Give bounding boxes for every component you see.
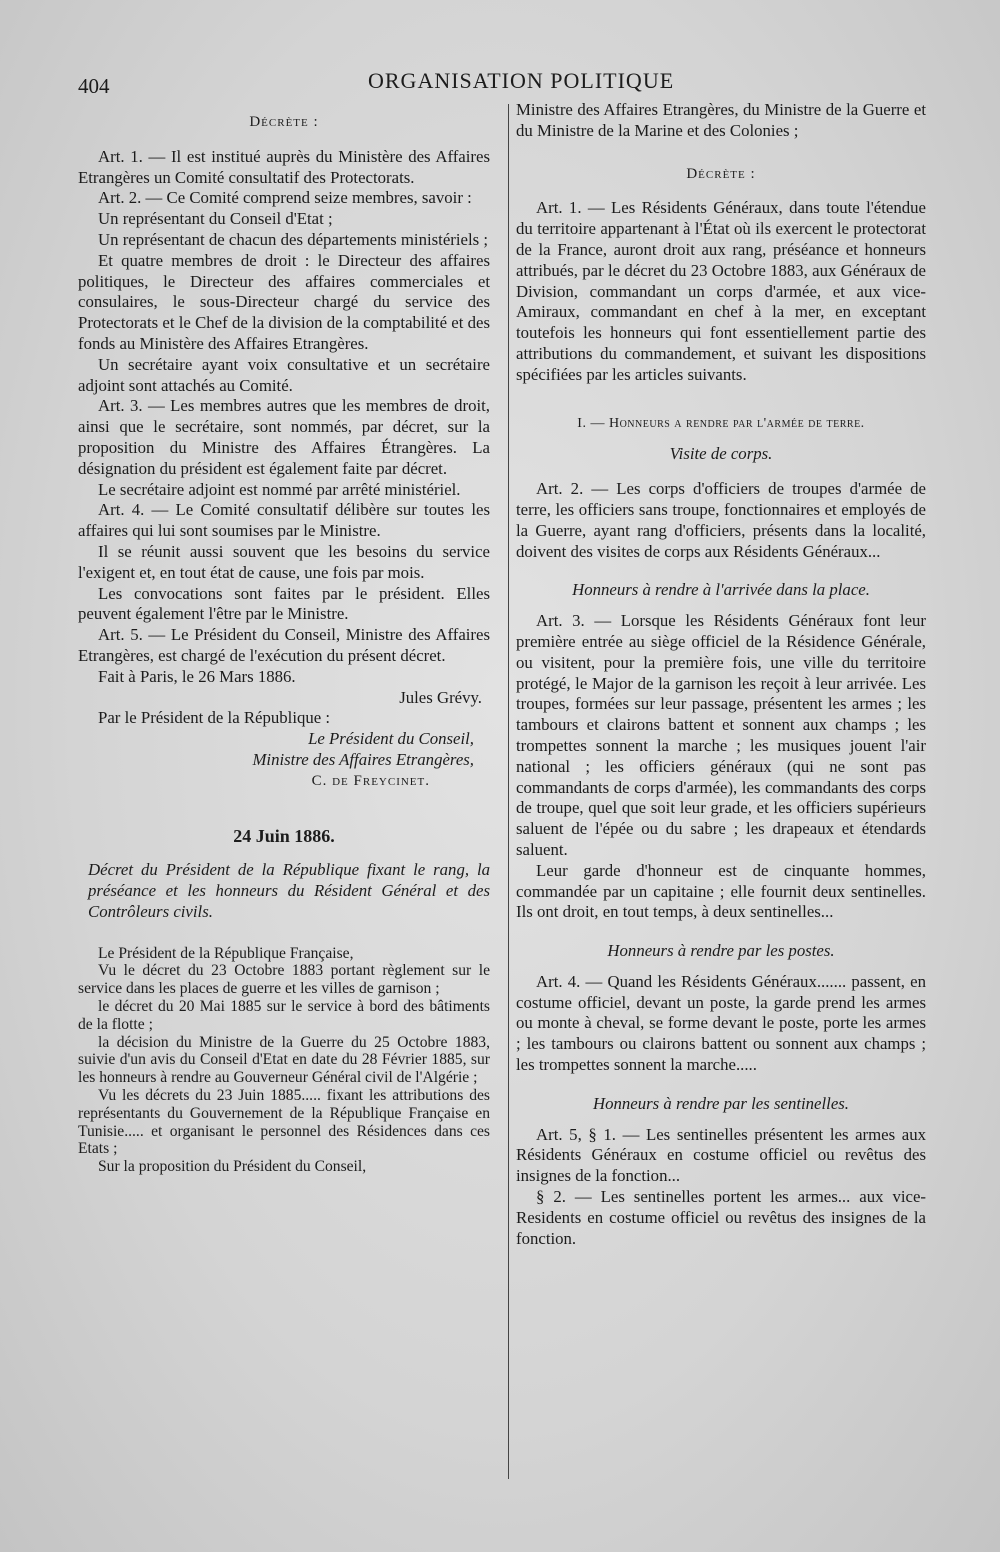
subheading: Honneurs à rendre à l'arrivée dans la place. [572,580,870,600]
paragraph: Leur garde d'honneur est de cinquante hommes, commandée par un capitaine ; elle fournit deux sentinelles. Ils ont droit, en tout temps, à deux sentinelles... [516,860,926,922]
paragraph: Par le Président de la République : [98,708,331,728]
paragraph: Le Président de la République Française, [98,944,354,962]
paragraph: Art. 4. — Quand les Résidents Généraux....... passent, en costume officiel, devant un poste, la garde prend les armes ou monte à cheval, se forme devant le poste, porte les armes ; les tambours ou clairons battent ou sonnent aux champs ; les trompettes sonnent la marche..... [516,971,926,1075]
subheading: Visite de corps. [669,444,773,464]
decree-title: Décret du Président de la République fixant le rang, la préséance et les honneurs du Résident Général et des Contrôleurs civils. [88,860,490,921]
decrete-heading: Décrète : [249,114,319,130]
paragraph: Le secrétaire adjoint est nommé par arrêté ministériel. [98,479,461,499]
paragraph: Un secrétaire ayant voix consultative et un secrétaire adjoint sont attachés au Comité. [78,354,490,395]
signature-title: Ministre des Affaires Etrangères, [252,749,474,769]
paragraph: Art. 2. — Les corps d'officiers de troupes d'armée de terre, les officiers sans troupe, fonctionnaires et employés de la Guerre, ayant rang d'officiers, présents dans la localité, doivent des visites de corps aux Résidents Généraux... [516,479,926,561]
subheading: Honneurs à rendre par les sentinelles. [592,1093,850,1113]
paragraph: Vu le décret du 23 Octobre 1883 portant règlement sur le service dans les places de guerre et les villes de garnison ; [78,962,490,998]
paragraph: Art. 5. — Le Président du Conseil, Ministre des Affaires Etrangères, est chargé de l'exécution du présent décret. [78,625,490,665]
date-heading: 24 Juin 1886. [233,825,335,846]
paragraph: Ministre des Affaires Etrangères, du Ministre de la Guerre et du Ministre de la Marine et des Colonies ; [516,100,926,140]
left-column [78,110,490,1176]
paragraph: Vu les décrets du 23 Juin 1885..... fixant les attributions des représentants du Gouvernement de la République Française en Tunisie..... et organisant le personnel des Résidences dans ces Etats ; [78,1087,490,1158]
paragraph: Un représentant de chacun des départements ministériels ; [98,229,489,249]
paragraph: Il se réunit aussi souvent que les besoins du service l'exigent et, en tout état de cause, une fois par mois. [78,541,490,582]
paragraph: Fait à Paris, le 26 Mars 1886. [98,666,296,686]
paragraph: Art. 1. — Les Résidents Généraux, dans toute l'étendue du territoire appartenant à l'État où ils exercent le protectorat de la France, auront droit aux rang, préséance et honneurs attribués, par le décret du 23 Octobre 1883, aux Généraux de Division, commandant un corps d'armée, et aux vice-Amiraux, commandant en chef à la mer, en exceptant toutefois les honneurs qui font essentiellement partie des attributions du commandement, et suivant les dispositions spécifiées par les articles suivants. [516,198,926,384]
column-rule [508,104,509,1479]
paragraph: § 2. — Les sentinelles portent les armes... aux vice-Residents en costume officiel ou revêtus des insignes de la fonction. [516,1187,926,1248]
subheading: Honneurs à rendre par les postes. [607,941,835,961]
decrete-heading: Décrète : [686,165,756,182]
right-column [516,100,926,1249]
paragraph: Art. 4. — Le Comité consultatif délibère sur toutes les affaires qui lui sont soumises par le Ministre. [78,500,490,541]
paragraph: Sur la proposition du Président du Conseil, [98,1158,367,1176]
signature-title: Le Président du Conseil, [308,729,474,749]
paragraph: Et quatre membres de droit : le Directeur des affaires politiques, le Directeur des affaires commerciales et consulaires, le sous-Directeur chargé du service des Protectorats et le Chef de la division de la comptabilité et des fonds au Ministère des Affaires Etrangères. [78,250,490,353]
signature: C. de Freycinet. [311,772,430,789]
paragraph: le décret du 20 Mai 1885 sur le service à bord des bâtiments de la flotte ; [78,998,490,1033]
paragraph: Les convocations sont faites par le président. Elles peuvent également l'être par le Ministre. [78,583,490,624]
paragraph: Art. 3. — Les membres autres que les membres de droit, ainsi que le secrétaire, sont nommés, par décret, sur la proposition du Ministre des Affaires Étrangères. La désignation du président est également faite par décret. [78,396,490,478]
preamble [78,945,490,1176]
paragraph: la décision du Ministre de la Guerre du 25 Octobre 1883, suivie d'un avis du Conseil d'Etat en date du 28 Février 1885, sur les honneurs à rendre au Gouverneur Général civil de l'Algérie ; [78,1033,490,1087]
section-heading: I. — Honneurs a rendre par l'armée de terre. [577,415,865,431]
paragraph: Art. 5, § 1. — Les sentinelles présentent les armes aux Résidents Généraux en costume officiel ou revêtus des insignes de la fonction... [516,1124,926,1186]
paragraph: Un représentant du Conseil d'Etat ; [98,209,333,229]
paragraph: Art. 2. — Ce Comité comprend seize membres, savoir : [98,188,472,208]
paragraph: Art. 1. — Il est institué auprès du Ministère des Affaires Etrangères un Comité consultatif des Protectorats. [78,146,490,187]
signature: Jules Grévy. [399,687,482,707]
page-number: 404 [78,74,110,98]
paragraph: Art. 3. — Lorsque les Résidents Généraux font leur première entrée au siège officiel de la Résidence Générale, ou visitent, pour la première fois, une ville du territoire protégé, le Major de la garnison les reçoit à leur arrivée. Les troupes, formées sur leur passage, présentent les armes ; les tambours et clairons battent et sonnent aux champs ; les trompettes sonnent la marche ; les musiques jouent l'air national ; les officiers généraux (qui ne sont pas commandants de corps d'armée), les commandants des corps de troupe, quel que soit leur grade, et les officiers supérieurs saluent de l'épée ou du sabre ; les drapeaux et étendards saluent. [516,611,926,859]
page-header [78,66,938,102]
running-title: ORGANISATION POLITIQUE [368,68,675,93]
